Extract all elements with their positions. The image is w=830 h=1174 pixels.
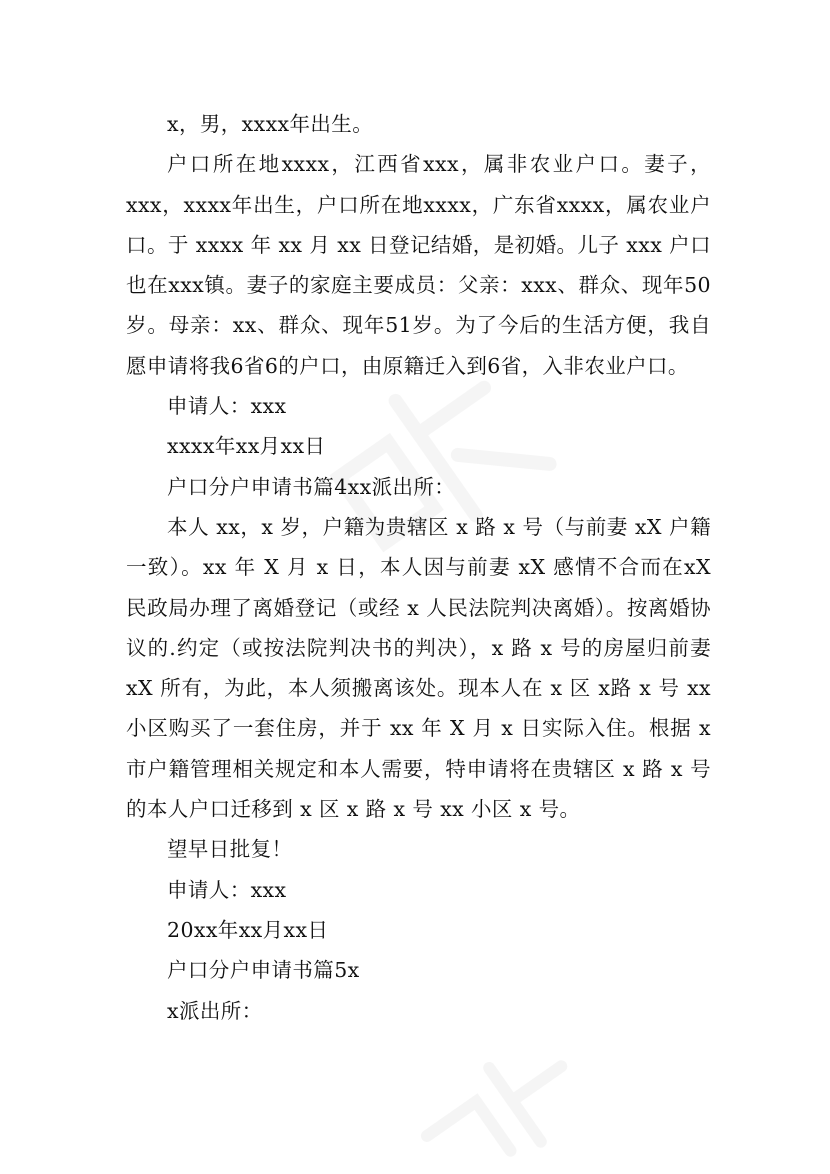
section-heading-5: 户口分户申请书篇5x [167,958,360,983]
paragraph-household-info: 户口所在地xxxx，江西省xxx，属非农业户口。妻子，xxx，xxxx年出生，户口所在地xxxx，广东省xxxx，属农业户口。于 xxxx 年 xx 月 xx 日登记结婚，是初婚。儿子 xxx 户口也在xxx镇。妻子的家庭主要成员：父亲：xxx、群众、现年50岁。母亲：xx、群众、现年51岁。为了今后的生活方便，我自愿申请将我6省6的户口，由原籍迁入到6省，入非农业户口。 [126,152,711,378]
watermark-logo-icon [390,1034,590,1174]
paragraph-divorce-application: 本人 xx，x 岁，户籍为贵辖区 x 路 x 号（与前妻 xX 户籍一致）。xx 年 X 月 x 日，本人因与前妻 xX 感情不合而在xX 民政局办理了离婚登记（或经 x 人民法院判决离婚）。按离婚协议的.约定（或按法院判决书的判决），x 路 x 号的房屋归前妻 xX 所有，为此，本人须搬离该处。现本人在 x 区 x路 x 号 xx 小区购买了一套住房，并于 xx 年 X 月 x 日实际入住。根据 x 市户籍管理相关规定和本人需要，特申请将在贵辖区 x 路 x 号的本人户口迁移到 x 区 x 路 x 号 xx 小区 x 号。 [126,514,711,822]
section-heading-4: 户口分户申请书篇4xx派出所： [167,474,456,499]
paragraph-birth: x，男，xxxx年出生。 [167,112,374,136]
applicant-line: 申请人：xxx [167,394,287,419]
date-line: 20xx年xx月xx日 [167,917,329,942]
applicant-line: 申请人：xxx [167,877,287,902]
document-body [126,104,711,1031]
addressee-line: x派出所： [167,998,263,1023]
date-line: xxxx年xx月xx日 [167,434,326,459]
closing-request: 望早日批复！ [167,837,293,862]
